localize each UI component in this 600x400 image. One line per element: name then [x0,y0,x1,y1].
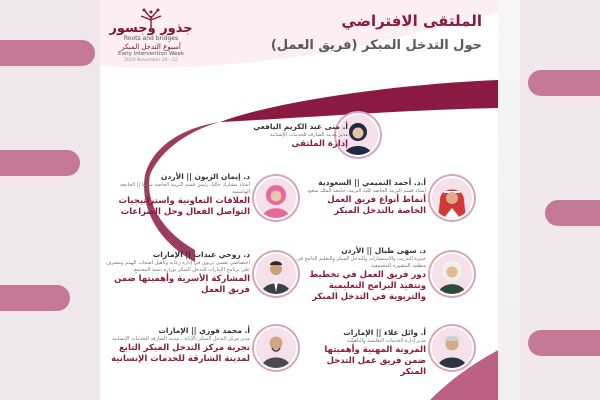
speaker-topic: تجربة مركز التدخل المبكر التابع لمدينة الشارقة للخدمات الإنسانية [111,343,250,364]
man-gray-hair-avatar [430,326,474,370]
speaker-topic: العلاقات التعاونية واستراتيجيات التواصل الفعال وحل الصراعات [118,196,250,217]
logo-brand-arabic: جذور وجسور [109,21,193,36]
logo-date: 2020 November 26 - 22 [124,58,178,63]
speaker-topic: إدارة الملتقى [291,139,348,149]
speaker-name: د. إيمان الزيون || الأردن [161,172,250,181]
background-band [0,285,70,311]
man-shemagh-avatar [430,176,474,220]
background-band [528,330,600,356]
poster-title: الملتقى الافتراضي [341,12,482,30]
speaker-role: اختصاصي نفسي تربوي في إدارة رعاية وتأهيل أصحاب الهمم ومشرف على برنامج الإمارات للتدخل المبكر بوزارة تنمية المجتمع [105,260,250,273]
woman-white-hijab-avatar [430,252,474,296]
background-band [0,150,80,176]
speaker-name: أ. منى عبد الكريم اليافعي [253,122,348,131]
speaker-topic: المشاركة الأسرية وأهميتها ضمن فريق العمل [114,274,250,295]
speaker-role: مدير إدارة الخدمات التعليمية والتأهيلية [347,338,426,344]
logo-brand-english: Roots and bridges [123,35,179,42]
logo-week-english: Early Intervention Week [117,51,185,57]
man-suit-avatar [254,252,298,296]
speaker-role: خبيرة التدريب والاستشارات والتدخل المبكر والتعليم الدامج في منظمة المشورة المجتمعية [296,256,426,269]
logo-week-arabic: أسبوع التدخل المبكر [121,43,181,51]
speaker-role: أستاذ قسم التربية الخاصة كلية التربية، جامعة الملك سعود [306,188,426,194]
background-band [545,200,600,226]
event-logo [106,6,196,80]
speaker-role: أستاذ مشارك حاليا، رئيس قسم التربية الخاصة سابقا || الجامعة الهاشمية [119,182,250,195]
speaker-role: مدير مركز التدخل المبكر بالإنابة ، مدينة الشارقة للخدمات الإنسانية [112,336,250,342]
speaker-name: د. سهى طبال || الأردن [341,246,426,255]
background-band [528,70,600,96]
background-band [0,40,95,66]
speaker-name: أ.د. أحمد التميمي || السعودية [318,178,426,187]
speaker-name: د. روحي عبدات || الإمارات [152,250,250,259]
tree-hand-icon [136,6,166,28]
speaker-topic: دور فريق العمل في تخطيط وتنفيذ البرامج التعليمية والتربوية في التدخل المبكر [309,270,426,302]
speaker-name: أ. محمد فوزي || الإمارات [158,326,250,335]
speaker-role: مدير مدينة الشارقة للخدمات الإنسانية [269,132,348,138]
woman-pink-hijab-avatar [254,176,298,220]
poster-subtitle: حول التدخل المبكر (فريق العمل) [270,38,482,53]
speaker-topic: المرونة المهنية وأهميتها ضمن فريق عمل التدخل المبكر [324,345,426,377]
event-poster [100,0,498,400]
speaker-name: أ. وائل علاء || الإمارات [343,328,426,337]
speaker-topic: أنماط أنواع فريق العمل الخاصة بالتدخل المبكر [327,195,426,216]
man-bald-avatar [254,326,298,370]
